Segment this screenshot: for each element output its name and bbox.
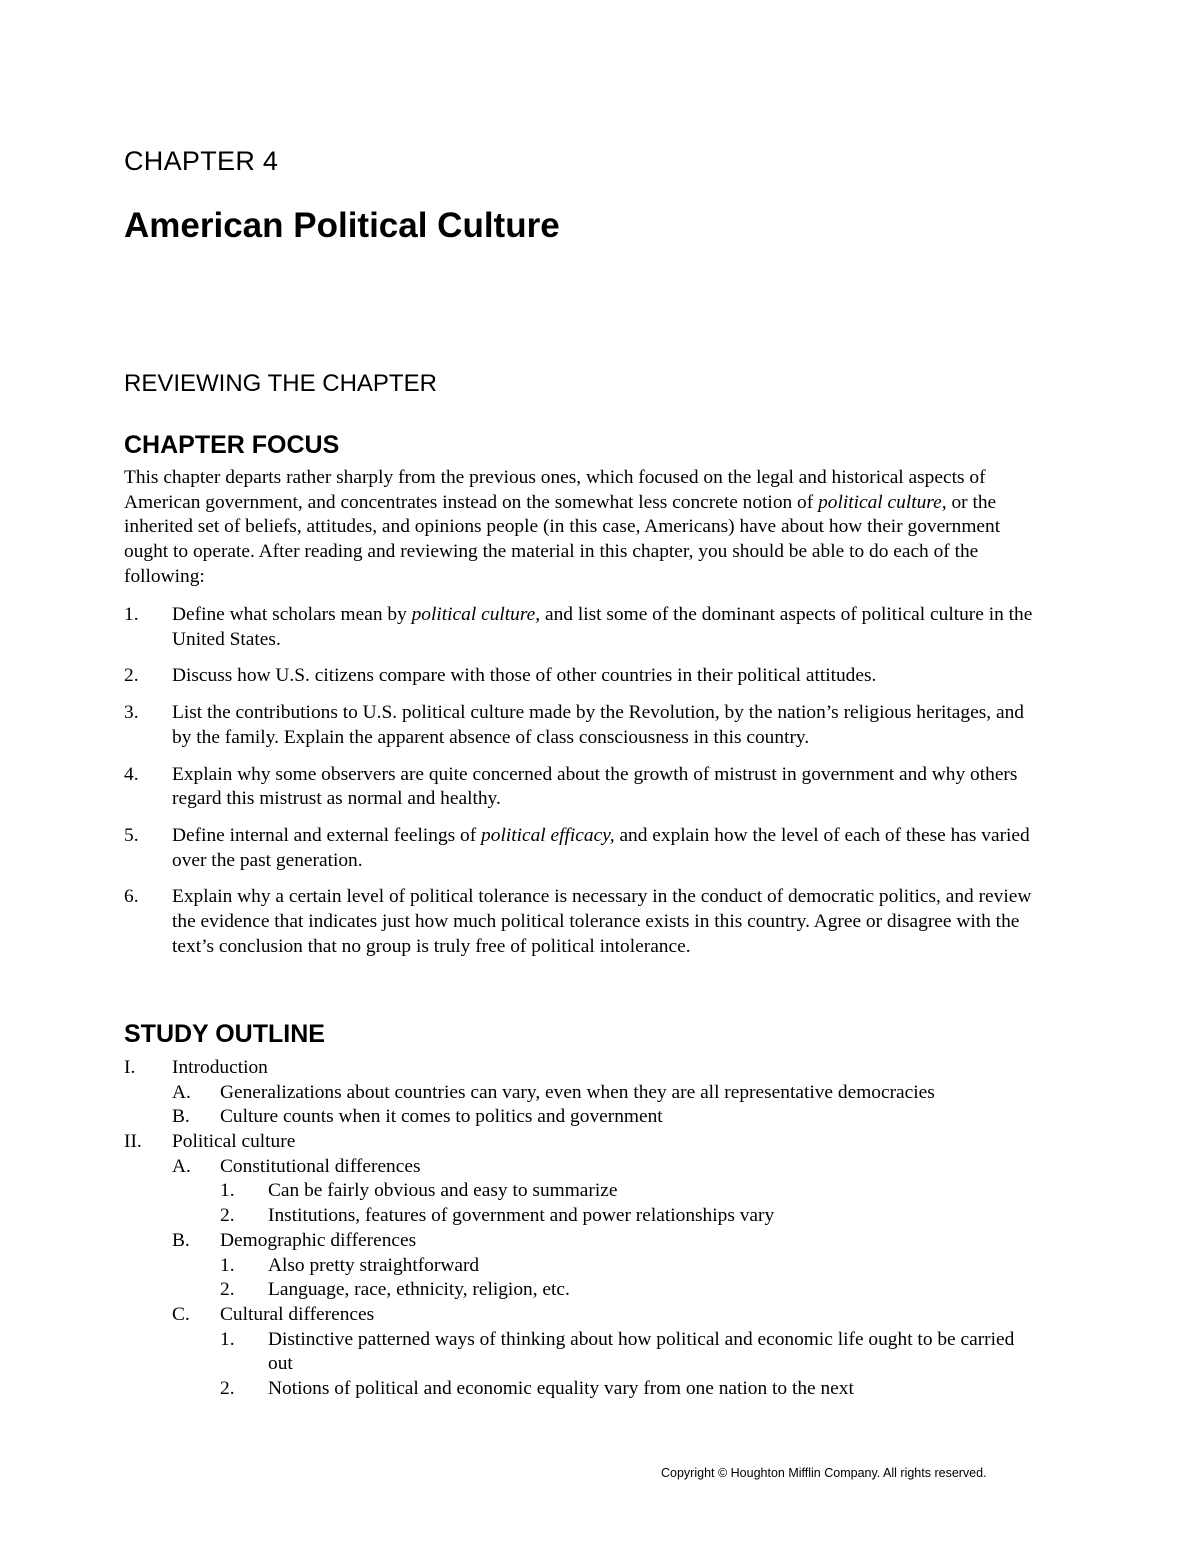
- outline-row: [124, 1081, 1044, 1106]
- objective-item: [124, 763, 1034, 812]
- chapter-title: American Political Culture: [124, 206, 560, 245]
- outline-marker: I.: [124, 1057, 136, 1078]
- objective-text: Discuss how U.S. citizens compare with those of other countries in their political attitudes.: [172, 665, 877, 687]
- outline-marker: A.: [172, 1081, 191, 1103]
- outline-text: Can be fairly obvious and easy to summarize: [268, 1180, 618, 1202]
- objective-item: [124, 664, 1034, 689]
- objective-number: 4.: [124, 763, 139, 785]
- objective-text: Define internal and external feelings of: [172, 824, 482, 846]
- objective-item: [124, 603, 1034, 652]
- outline-text: Culture counts when it comes to politics and government: [220, 1106, 663, 1128]
- outline-row: [124, 1377, 1044, 1402]
- outline-row: [124, 1254, 1044, 1279]
- chapter-focus-intro: [124, 466, 1024, 590]
- chapter-focus-heading: CHAPTER FOCUS: [124, 431, 340, 459]
- learning-objectives-list: [124, 603, 1034, 971]
- objective-item: [124, 885, 1034, 959]
- outline-marker: A.: [172, 1155, 191, 1177]
- outline-marker: 1.: [220, 1180, 235, 1202]
- outline-text: Constitutional differences: [220, 1155, 421, 1177]
- study-outline-heading: STUDY OUTLINE: [124, 1020, 325, 1048]
- outline-marker: 2.: [220, 1377, 235, 1399]
- objective-text: Explain why a certain level of political tolerance is necessary in the conduct of democratic politics, and review the evidence that indicates just how much political tolerance exists in this country. Agree or disagree with the text’s conclusion that no group is truly free of political intolerance.: [172, 886, 1032, 957]
- objective-text: List the contributions to U.S. political culture made by the Revolution, by the nation’s religious heritages, and by the family. Explain the apparent absence of class consciousness in this country.: [172, 702, 1024, 748]
- copyright-footer: Copyright © Houghton Mifflin Company. All rights reserved.: [661, 1466, 987, 1480]
- outline-row: [124, 1155, 1044, 1180]
- objective-item: [124, 701, 1034, 750]
- intro-text-before: This chapter departs rather sharply from the previous ones, which focused on the legal and historical aspects of American government, and concentrates instead on the somewhat less concrete notion of: [124, 467, 986, 513]
- objective-text: Explain why some observers are quite concerned about the growth of mistrust in government and why others regard this mistrust as normal and healthy.: [172, 763, 1018, 810]
- objective-term: political culture,: [411, 604, 541, 625]
- outline-text: Distinctive patterned ways of thinking about how political and economic life ought to be carried out: [268, 1328, 1015, 1375]
- outline-marker: II.: [124, 1131, 142, 1153]
- outline-row: [124, 1328, 1044, 1377]
- outline-text: Political culture: [172, 1131, 296, 1153]
- outline-text: Introduction: [172, 1057, 268, 1078]
- outline-row: [124, 1179, 1044, 1204]
- objective-text-after: and explain how the level of each of these has varied over the past generation.: [172, 824, 1030, 871]
- outline-text: Also pretty straightforward: [268, 1254, 480, 1276]
- reviewing-heading: REVIEWING THE CHAPTER: [124, 370, 437, 397]
- outline-row: [124, 1278, 1044, 1303]
- outline-marker: C.: [172, 1303, 190, 1325]
- outline-text: Notions of political and economic equality vary from one nation to the next: [268, 1377, 854, 1399]
- objective-number: 2.: [124, 665, 139, 687]
- chapter-label: CHAPTER 4: [124, 146, 279, 176]
- objective-number: 3.: [124, 702, 139, 724]
- outline-text: Cultural differences: [220, 1303, 375, 1325]
- outline-text: Language, race, ethnicity, religion, etc.: [268, 1279, 570, 1301]
- outline-row: [124, 1105, 1044, 1130]
- intro-term: political culture,: [818, 491, 947, 513]
- outline-marker: 1.: [220, 1254, 235, 1276]
- objective-number: 1.: [124, 604, 139, 625]
- outline-marker: B.: [172, 1229, 190, 1251]
- outline-row: [124, 1204, 1044, 1229]
- outline-marker: B.: [172, 1106, 190, 1128]
- objective-item: [124, 824, 1034, 873]
- outline-row: [124, 1056, 1044, 1081]
- outline-marker: 2.: [220, 1205, 235, 1227]
- outline-marker: 2.: [220, 1279, 235, 1301]
- study-outline-list: [124, 1056, 1044, 1402]
- outline-text: Demographic differences: [220, 1229, 417, 1251]
- objective-term: political efficacy,: [481, 824, 615, 846]
- outline-text: Generalizations about countries can vary, even when they are all representative democracies: [220, 1081, 935, 1103]
- objective-number: 6.: [124, 886, 139, 908]
- outline-row: [124, 1229, 1044, 1254]
- outline-row: [124, 1130, 1044, 1155]
- outline-text: Institutions, features of government and power relationships vary: [268, 1205, 775, 1227]
- outline-row: [124, 1303, 1044, 1328]
- outline-marker: 1.: [220, 1328, 235, 1350]
- intro-text-after: or the inherited set of beliefs, attitudes, and opinions people (in this case, Americans) have about how their government ought to operate. After reading and reviewing the material in this chapter, you should be able to do each of the following:: [124, 491, 1001, 587]
- objective-text-after: and list some of the dominant aspects of political culture in the United States.: [172, 604, 1033, 650]
- objective-number: 5.: [124, 824, 139, 846]
- objective-text: Define what scholars mean by: [172, 604, 412, 625]
